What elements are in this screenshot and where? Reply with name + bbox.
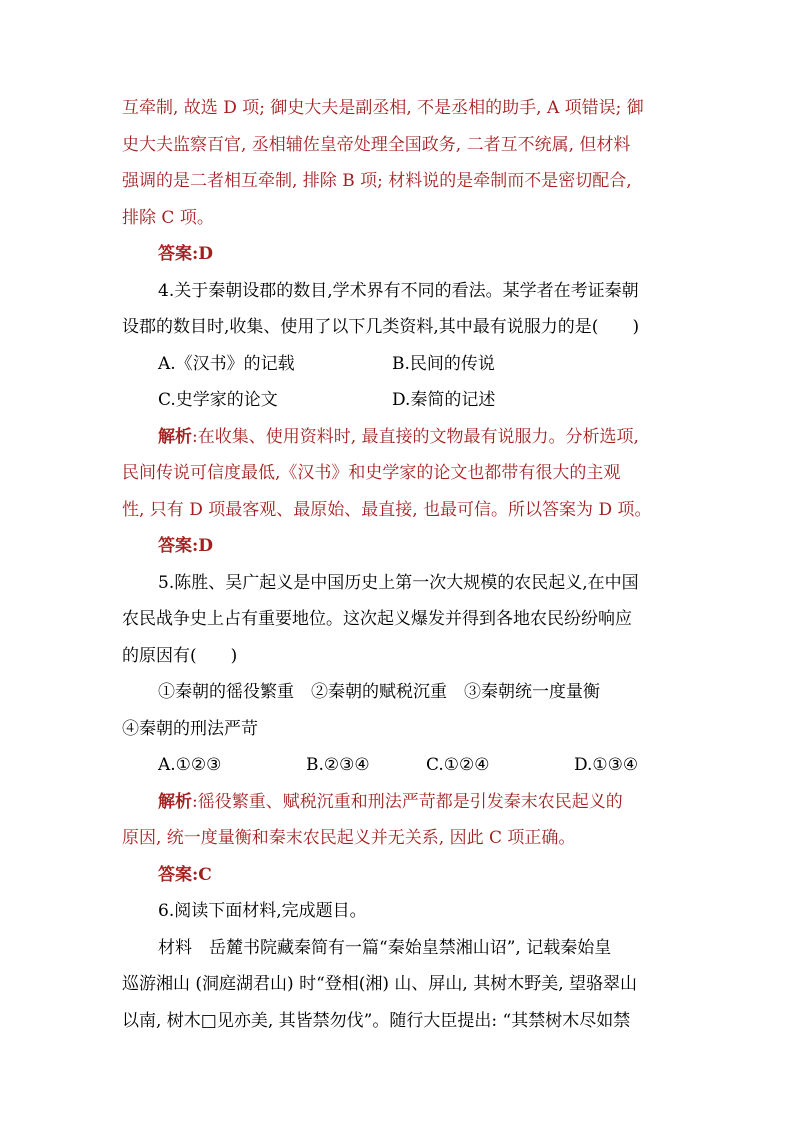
- q6-material-line-2: 巡游湘山 (洞庭湖君山) 时“登相(湘) 山、屏山, 其树木野美, 望骆翠山: [122, 974, 638, 994]
- analysis-text: :在收集、使用资料时, 最直接的文物最有说服力。分析选项,: [192, 426, 639, 447]
- q4-analysis-line-1: [122, 419, 678, 456]
- q3-answer: [122, 236, 678, 273]
- q3-analysis-line-2: 史大夫监察百官, 丞相辅佐皇帝处理全国政务, 二者互不统属, 但材料: [122, 134, 631, 155]
- q6-material-line-1: 材料 岳麓书院藏秦简有一篇“秦始皇禁湘山诏”, 记载秦始皇: [158, 937, 612, 958]
- answer-label: 答案: [158, 536, 192, 556]
- q4-option-b: B.民间的传说: [392, 353, 495, 374]
- q3-analysis-line-1: 互牵制, 故选 D 项; 御史大夫是副丞相, 不是丞相的助手, A 项错误; 御: [122, 98, 644, 118]
- answer-value: :C: [192, 864, 212, 885]
- q5-option-d: D.①③④: [574, 755, 639, 775]
- q5-items-line-2: ④秦朝的刑法严苛: [122, 718, 258, 739]
- q4-option-c: C.史学家的论文: [158, 390, 278, 410]
- q4-option-d: D.秦简的记述: [392, 390, 496, 410]
- q4-analysis-line-3: 性, 只有 D 项最客观、最原始、最直接, 也最可信。所以答案为 D 项。: [122, 499, 652, 520]
- q6-stem: 6.阅读下面材料,完成题目。: [158, 901, 367, 921]
- q5-stem-line-1: 5.陈胜、吴广起义是中国历史上第一次大规模的农民起义,在中国: [158, 572, 639, 593]
- q5-option-b: B.②③④: [306, 755, 370, 775]
- q4-stem-line-1: 4.关于秦朝设郡的数目,学术界有不同的看法。某学者在考证秦朝: [158, 280, 639, 301]
- q5-option-a: A.①②③: [158, 755, 222, 775]
- q5-option-c: C.①②④: [426, 755, 490, 775]
- q5-stem-line-3: 的原因有( ): [122, 645, 238, 666]
- document-page: [122, 90, 678, 1039]
- q5-options-row: [122, 747, 678, 784]
- answer-label: 答案: [158, 244, 192, 264]
- answer-label: 答案: [158, 864, 192, 885]
- q5-analysis-line-1: [122, 784, 678, 821]
- answer-value: :D: [192, 536, 214, 556]
- q3-analysis-line-4: 排除 C 项。: [122, 207, 214, 228]
- q4-analysis-line-2: 民间传说可信度最低,《汉书》和史学家的论文也都带有很大的主观: [122, 463, 621, 483]
- q5-analysis-line-2: 原因, 统一度量衡和秦末农民起义并无关系, 因此 C 项正确。: [122, 828, 576, 848]
- q4-stem-line-2: 设郡的数目时,收集、使用了以下几类资料,其中最有说服力的是( ): [122, 317, 640, 337]
- analysis-label: 解析: [158, 791, 192, 812]
- q4-options-row-1: [122, 346, 678, 383]
- analysis-label: 解析: [158, 426, 192, 447]
- q5-stem-line-2: 农民战争史上占有重要地位。这次起义爆发并得到各地农民纷纷响应: [122, 609, 632, 629]
- q4-options-row-2: [122, 382, 678, 419]
- q4-answer: [122, 528, 678, 565]
- q4-option-a: A.《汉书》的记载: [158, 353, 295, 374]
- q5-items-line-1: ①秦朝的徭役繁重 ②秦朝的赋税沉重 ③秦朝统一度量衡: [158, 682, 600, 702]
- q3-analysis-line-3: 强调的是二者相互牵制, 排除 B 项; 材料说的是牵制而不是密切配合,: [122, 171, 632, 191]
- q5-answer: [122, 857, 678, 894]
- analysis-text: :徭役繁重、赋税沉重和刑法严苛都是引发秦末农民起义的: [192, 791, 623, 812]
- answer-value: :D: [192, 244, 214, 264]
- q6-material-line-3: 以南, 树木□见亦美, 其皆禁勿伐”。随行大臣提出: “其禁树木尽如禁: [122, 1010, 631, 1031]
